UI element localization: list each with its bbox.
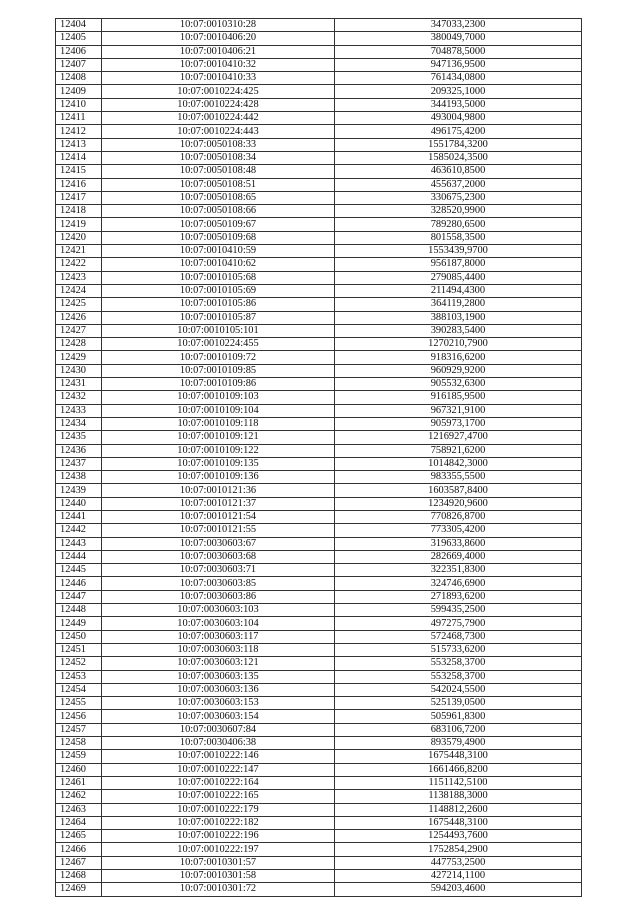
cadastral-number-cell: 10:07:0010109:103 [102,391,335,404]
row-number-cell: 12446 [56,577,102,590]
cadastral-number-cell: 10:07:0010105:68 [102,271,335,284]
value-cell: 322351,8300 [335,564,582,577]
cadastral-number-cell: 10:07:0010105:101 [102,324,335,337]
value-cell: 1553439,9700 [335,245,582,258]
table-row [56,444,582,457]
table-row [56,710,582,723]
table-row [56,378,582,391]
table-row [56,617,582,630]
value-cell: 496175,4200 [335,125,582,138]
cadastral-number-cell: 10:07:0010224:442 [102,112,335,125]
table-row [56,790,582,803]
row-number-cell: 12436 [56,444,102,457]
cadastral-number-cell: 10:07:0030603:86 [102,590,335,603]
row-number-cell: 12434 [56,417,102,430]
value-cell: 497275,7900 [335,617,582,630]
cadastral-number-cell: 10:07:0010109:118 [102,417,335,430]
row-number-cell: 12444 [56,550,102,563]
row-number-cell: 12442 [56,524,102,537]
table-row [56,85,582,98]
row-number-cell: 12405 [56,32,102,45]
table-row [56,604,582,617]
value-cell: 983355,5500 [335,471,582,484]
value-cell: 960929,9200 [335,364,582,377]
cadastral-number-cell: 10:07:0010406:21 [102,45,335,58]
value-cell: 1585024,3500 [335,151,582,164]
table-row [56,856,582,869]
table-row [56,723,582,736]
cadastral-number-cell: 10:07:0010109:135 [102,457,335,470]
row-number-cell: 12463 [56,803,102,816]
value-cell: 493004,9800 [335,112,582,125]
table-row [56,338,582,351]
table-row [56,271,582,284]
row-number-cell: 12433 [56,404,102,417]
row-number-cell: 12439 [56,484,102,497]
cadastral-number-cell: 10:07:0030603:121 [102,657,335,670]
row-number-cell: 12411 [56,112,102,125]
value-cell: 1270210,7900 [335,338,582,351]
value-cell: 918316,6200 [335,351,582,364]
cadastral-number-cell: 10:07:0010224:455 [102,338,335,351]
value-cell: 542024,5500 [335,683,582,696]
value-cell: 271893,6200 [335,590,582,603]
cadastral-number-cell: 10:07:0010406:20 [102,32,335,45]
row-number-cell: 12432 [56,391,102,404]
row-number-cell: 12437 [56,457,102,470]
row-number-cell: 12430 [56,364,102,377]
value-cell: 773305,4200 [335,524,582,537]
cadastral-number-cell: 10:07:0010224:425 [102,85,335,98]
cadastral-number-cell: 10:07:0030603:154 [102,710,335,723]
value-cell: 1254493,7600 [335,830,582,843]
value-cell: 279085,4400 [335,271,582,284]
value-cell: 1148812,2600 [335,803,582,816]
row-number-cell: 12425 [56,298,102,311]
table-row [56,670,582,683]
cadastral-number-cell: 10:07:0050108:48 [102,165,335,178]
row-number-cell: 12457 [56,723,102,736]
cadastral-number-cell: 10:07:0010222:197 [102,843,335,856]
value-cell: 893579,4900 [335,737,582,750]
row-number-cell: 12455 [56,697,102,710]
cadastral-number-cell: 10:07:0010410:33 [102,72,335,85]
table-row [56,324,582,337]
table-row [56,165,582,178]
row-number-cell: 12417 [56,191,102,204]
table-row [56,590,582,603]
value-cell: 594203,4600 [335,883,582,896]
row-number-cell: 12447 [56,590,102,603]
table-row [56,737,582,750]
value-cell: 344193,5000 [335,98,582,111]
table-row [56,657,582,670]
cadastral-number-cell: 10:07:0010109:136 [102,471,335,484]
table-row [56,697,582,710]
value-cell: 388103,1900 [335,311,582,324]
cadastral-number-cell: 10:07:0010222:146 [102,750,335,763]
cadastral-number-cell: 10:07:0030603:67 [102,537,335,550]
table-row [56,258,582,271]
value-cell: 1216927,4700 [335,431,582,444]
table-row [56,231,582,244]
table-row [56,112,582,125]
table-row [56,138,582,151]
row-number-cell: 12428 [56,338,102,351]
row-number-cell: 12467 [56,856,102,869]
row-number-cell: 12431 [56,378,102,391]
value-cell: 282669,4000 [335,550,582,563]
cadastral-number-cell: 10:07:0010224:443 [102,125,335,138]
cadastral-number-cell: 10:07:0050109:68 [102,231,335,244]
row-number-cell: 12435 [56,431,102,444]
cadastral-number-cell: 10:07:0030603:136 [102,683,335,696]
value-cell: 704878,5000 [335,45,582,58]
cadastral-number-cell: 10:07:0010222:164 [102,776,335,789]
value-cell: 947136,9500 [335,58,582,71]
cadastral-number-cell: 10:07:0010105:86 [102,298,335,311]
data-table [55,18,582,897]
cadastral-number-cell: 10:07:0010109:121 [102,431,335,444]
row-number-cell: 12469 [56,883,102,896]
value-cell: 1661466,8200 [335,763,582,776]
cadastral-number-cell: 10:07:0010109:72 [102,351,335,364]
value-cell: 1603587,8400 [335,484,582,497]
row-number-cell: 12461 [56,776,102,789]
table-row [56,98,582,111]
cadastral-number-cell: 10:07:0010121:55 [102,524,335,537]
value-cell: 1752854,2900 [335,843,582,856]
row-number-cell: 12414 [56,151,102,164]
table-row [56,550,582,563]
value-cell: 905532,6300 [335,378,582,391]
table-row [56,245,582,258]
cadastral-number-cell: 10:07:0030406:38 [102,737,335,750]
cadastral-number-cell: 10:07:0030603:153 [102,697,335,710]
value-cell: 1014842,3000 [335,457,582,470]
cadastral-number-cell: 10:07:0030603:85 [102,577,335,590]
row-number-cell: 12410 [56,98,102,111]
row-number-cell: 12450 [56,630,102,643]
table-row [56,125,582,138]
table-row [56,72,582,85]
cadastral-number-cell: 10:07:0050108:34 [102,151,335,164]
table-row [56,457,582,470]
value-cell: 319633,8600 [335,537,582,550]
table-row [56,351,582,364]
cadastral-number-cell: 10:07:0010301:58 [102,870,335,883]
row-number-cell: 12409 [56,85,102,98]
cadastral-number-cell: 10:07:0010109:86 [102,378,335,391]
value-cell: 758921,6200 [335,444,582,457]
table-row [56,311,582,324]
value-cell: 761434,0800 [335,72,582,85]
cadastral-number-cell: 10:07:0030603:117 [102,630,335,643]
cadastral-number-cell: 10:07:0010222:196 [102,830,335,843]
row-number-cell: 12443 [56,537,102,550]
cadastral-number-cell: 10:07:0030603:118 [102,643,335,656]
table-row [56,537,582,550]
row-number-cell: 12416 [56,178,102,191]
row-number-cell: 12406 [56,45,102,58]
value-cell: 211494,4300 [335,284,582,297]
cadastral-number-cell: 10:07:0010121:54 [102,510,335,523]
value-cell: 916185,9500 [335,391,582,404]
value-cell: 1234920,9600 [335,497,582,510]
value-cell: 390283,5400 [335,324,582,337]
row-number-cell: 12407 [56,58,102,71]
row-number-cell: 12424 [56,284,102,297]
cadastral-number-cell: 10:07:0010121:36 [102,484,335,497]
row-number-cell: 12462 [56,790,102,803]
value-cell: 905973,1700 [335,417,582,430]
cadastral-number-cell: 10:07:0030603:135 [102,670,335,683]
table-row [56,524,582,537]
table-row [56,391,582,404]
cadastral-number-cell: 10:07:0010301:57 [102,856,335,869]
row-number-cell: 12464 [56,816,102,829]
row-number-cell: 12460 [56,763,102,776]
value-cell: 447753,2500 [335,856,582,869]
row-number-cell: 12421 [56,245,102,258]
cadastral-number-cell: 10:07:0050108:65 [102,191,335,204]
cadastral-number-cell: 10:07:0010222:179 [102,803,335,816]
cadastral-number-cell: 10:07:0010410:32 [102,58,335,71]
table-row [56,883,582,896]
table-row [56,218,582,231]
cadastral-number-cell: 10:07:0010224:428 [102,98,335,111]
value-cell: 364119,2800 [335,298,582,311]
row-number-cell: 12448 [56,604,102,617]
value-cell: 515733,6200 [335,643,582,656]
value-cell: 328520,9900 [335,205,582,218]
table-body [56,19,582,897]
row-number-cell: 12426 [56,311,102,324]
cadastral-number-cell: 10:07:0010105:87 [102,311,335,324]
table-row [56,630,582,643]
row-number-cell: 12438 [56,471,102,484]
row-number-cell: 12465 [56,830,102,843]
value-cell: 1675448,3100 [335,816,582,829]
table-row [56,830,582,843]
row-number-cell: 12404 [56,19,102,32]
value-cell: 1138188,3000 [335,790,582,803]
value-cell: 683106,7200 [335,723,582,736]
table-row [56,19,582,32]
cadastral-number-cell: 10:07:0050108:33 [102,138,335,151]
value-cell: 427214,1100 [335,870,582,883]
row-number-cell: 12453 [56,670,102,683]
value-cell: 525139,0500 [335,697,582,710]
table-row [56,843,582,856]
value-cell: 599435,2500 [335,604,582,617]
row-number-cell: 12413 [56,138,102,151]
cadastral-number-cell: 10:07:0010410:62 [102,258,335,271]
row-number-cell: 12458 [56,737,102,750]
cadastral-number-cell: 10:07:0010109:104 [102,404,335,417]
cadastral-number-cell: 10:07:0030603:71 [102,564,335,577]
cadastral-number-cell: 10:07:0010121:37 [102,497,335,510]
row-number-cell: 12415 [56,165,102,178]
table-row [56,471,582,484]
table-row [56,58,582,71]
table-row [56,510,582,523]
table-row [56,417,582,430]
value-cell: 505961,8300 [335,710,582,723]
cadastral-number-cell: 10:07:0030603:68 [102,550,335,563]
value-cell: 1151142,5100 [335,776,582,789]
value-cell: 380049,7000 [335,32,582,45]
table-row [56,564,582,577]
row-number-cell: 12429 [56,351,102,364]
table-row [56,178,582,191]
cadastral-number-cell: 10:07:0050109:67 [102,218,335,231]
row-number-cell: 12466 [56,843,102,856]
value-cell: 330675,2300 [335,191,582,204]
row-number-cell: 12419 [56,218,102,231]
value-cell: 463610,8500 [335,165,582,178]
cadastral-number-cell: 10:07:0010105:69 [102,284,335,297]
table-row [56,191,582,204]
table-row [56,284,582,297]
table-row [56,298,582,311]
table-row [56,205,582,218]
table-row [56,497,582,510]
table-row [56,431,582,444]
row-number-cell: 12445 [56,564,102,577]
value-cell: 209325,1000 [335,85,582,98]
row-number-cell: 12451 [56,643,102,656]
table-row [56,404,582,417]
row-number-cell: 12459 [56,750,102,763]
value-cell: 455637,2000 [335,178,582,191]
row-number-cell: 12454 [56,683,102,696]
value-cell: 553258,3700 [335,670,582,683]
document-page [55,18,581,897]
cadastral-number-cell: 10:07:0010109:85 [102,364,335,377]
row-number-cell: 12452 [56,657,102,670]
row-number-cell: 12423 [56,271,102,284]
row-number-cell: 12420 [56,231,102,244]
table-row [56,45,582,58]
table-row [56,816,582,829]
cadastral-number-cell: 10:07:0010310:28 [102,19,335,32]
value-cell: 553258,3700 [335,657,582,670]
cadastral-number-cell: 10:07:0010222:147 [102,763,335,776]
row-number-cell: 12468 [56,870,102,883]
value-cell: 324746,6900 [335,577,582,590]
table-row [56,151,582,164]
table-row [56,776,582,789]
table-row [56,763,582,776]
cadastral-number-cell: 10:07:0010109:122 [102,444,335,457]
table-row [56,484,582,497]
cadastral-number-cell: 10:07:0030607:84 [102,723,335,736]
table-row [56,683,582,696]
value-cell: 347033,2300 [335,19,582,32]
cadastral-number-cell: 10:07:0010410:59 [102,245,335,258]
row-number-cell: 12418 [56,205,102,218]
value-cell: 572468,7300 [335,630,582,643]
value-cell: 789280,6500 [335,218,582,231]
table-row [56,803,582,816]
row-number-cell: 12412 [56,125,102,138]
value-cell: 967321,9100 [335,404,582,417]
value-cell: 956187,8000 [335,258,582,271]
table-row [56,364,582,377]
value-cell: 1675448,3100 [335,750,582,763]
cadastral-number-cell: 10:07:0010222:165 [102,790,335,803]
table-row [56,870,582,883]
table-row [56,32,582,45]
value-cell: 1551784,3200 [335,138,582,151]
cadastral-number-cell: 10:07:0050108:51 [102,178,335,191]
cadastral-number-cell: 10:07:0010301:72 [102,883,335,896]
row-number-cell: 12441 [56,510,102,523]
row-number-cell: 12449 [56,617,102,630]
table-row [56,643,582,656]
row-number-cell: 12408 [56,72,102,85]
row-number-cell: 12456 [56,710,102,723]
cadastral-number-cell: 10:07:0030603:104 [102,617,335,630]
table-row [56,577,582,590]
cadastral-number-cell: 10:07:0050108:66 [102,205,335,218]
value-cell: 801558,3500 [335,231,582,244]
value-cell: 770826,8700 [335,510,582,523]
row-number-cell: 12440 [56,497,102,510]
table-row [56,750,582,763]
cadastral-number-cell: 10:07:0030603:103 [102,604,335,617]
cadastral-number-cell: 10:07:0010222:182 [102,816,335,829]
row-number-cell: 12422 [56,258,102,271]
row-number-cell: 12427 [56,324,102,337]
